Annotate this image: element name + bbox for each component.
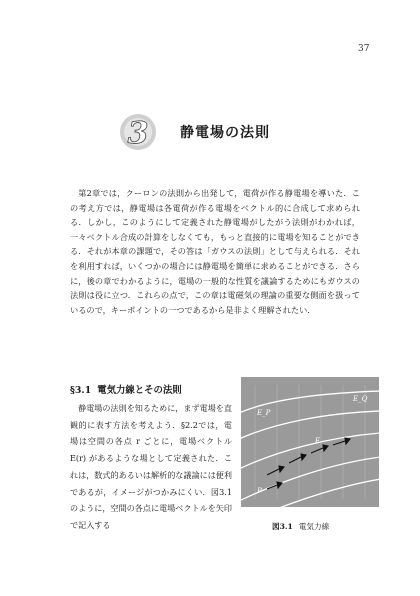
label-e-right: E_Q [353, 395, 368, 403]
section-number: §3.1 [70, 385, 92, 396]
chapter-number-emblem-icon [118, 112, 158, 152]
chapter-intro [70, 186, 360, 317]
chapter-title: 静電場の法則 [180, 125, 270, 141]
field-lines-diagram [241, 377, 379, 507]
label-e-mid: E [315, 437, 321, 445]
intro-paragraph: 第2章では，クーロンの法則から出発して，電荷が作る静電場を導いた．この考え方では，静電場は各電荷が作る電場をベクトル的に合成して求められる．しかし，このようにして定義された静電場がしたがう法則がわかれば，一々ベクトル合成の計算をしなくても，もっと直接的に電場を知ることができる．それが本章の課題で，その答は「ガウスの法則」として与えられる．それを利用すれば，いくつかの場合には静電場を簡単に求めることができる．さらに，後の章でわかるように，電場の一般的な性質を議論するためにもガウスの法則は役に立つ．これらの点で，この章は電磁気の理論の重要な側面を扱っているので，キーポイントの一つであるから是非よく理解されたい． [70, 188, 360, 315]
figure-caption-label: 図3.1 [272, 522, 293, 531]
figure-caption-text: 電気力線 [298, 522, 330, 531]
page-number: 37 [358, 44, 370, 54]
label-p: P [257, 487, 262, 495]
figure-electric-field-lines [241, 377, 379, 507]
chapter-number: 3 [127, 116, 149, 151]
section-title: 電気力線とその法則 [97, 385, 182, 396]
section-heading [70, 382, 182, 396]
figure-caption [272, 521, 329, 532]
chapter-badge [118, 112, 158, 152]
section-body [70, 400, 232, 534]
section-paragraph: 静電場の法則を知るために，まず電場を直観的に表す方法を考えよう．§2.2では，電場は空間の各点 r ごとに，電場ベクトル E(r) があるような場として定義された．これは，数式的あるいは解析的な議論には便利であるが，イメージがつかみにくい．図3.1のように，空間の各点に電場ベクトルを矢印で記入する [70, 403, 232, 530]
label-e-left: E_P [257, 409, 271, 417]
